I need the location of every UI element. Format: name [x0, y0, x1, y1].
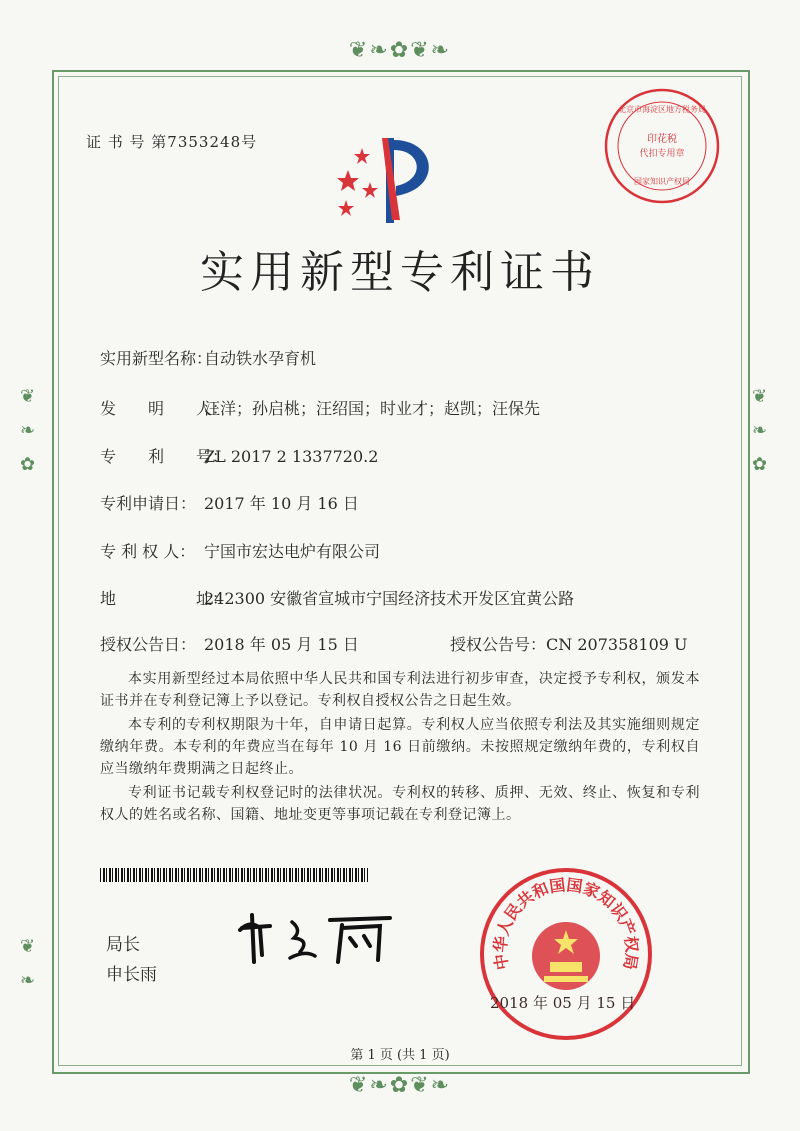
field-value: 2017 年 10 月 16 日: [204, 494, 359, 513]
field-patent-number: [100, 444, 378, 467]
left-lower-ornament: ❦ ❧: [20, 936, 38, 991]
certificate-title: 实用新型专利证书: [200, 247, 600, 298]
legal-paragraph-1: 本实用新型经过本局依照中华人民共和国专利法进行初步审查，决定授予专利权，颁发本证书并在专利登记簿上予以登记。专利权自授权公告之日起生效。: [100, 671, 700, 709]
bottom-floral-ornament: ❦❧✿❦❧: [348, 1073, 452, 1098]
issue-date: 2018 年 05 月 15 日: [490, 994, 636, 1012]
legal-paragraph-2: 本专利的专利权期限为十年，自申请日起算。专利权人应当依照专利法及其实施细则规定缴纳年费。本专利的年费应当在每年 10 月 16 日前缴纳。未按照规定缴纳年费的，专利权自应当缴纳年费期满之日起终止。: [100, 717, 700, 777]
field-value: 汪洋；孙启桃；汪绍国；时业才；赵凯；汪保先: [204, 399, 541, 418]
field-grant-publication-number: [450, 632, 688, 655]
legal-paragraph-3: 专利证书记载专利权登记时的法律状况。专利权的转移、质押、无效、终止、恢复和专利权人的姓名或名称、国籍、地址变更等事项记载在专利登记簿上。: [100, 785, 700, 823]
field-label: 授权公告号：: [450, 635, 547, 654]
svg-text:印花税: 印花税: [647, 134, 677, 145]
field-label: 发 明 人：: [100, 399, 229, 418]
left-floral-ornament: ❦ ❧ ✿: [20, 386, 38, 475]
svg-text:北京市海淀区地方税务局: 北京市海淀区地方税务局: [618, 105, 706, 114]
director-name: 申长雨: [106, 965, 157, 985]
field-label: 专利申请日：: [100, 494, 197, 513]
patent-office-emblem-icon: [326, 128, 456, 228]
field-label: 专 利 号：: [100, 447, 229, 466]
director-signature: [230, 900, 400, 970]
field-label: 地 址：: [100, 589, 229, 608]
field-label: 专 利 权 人：: [100, 542, 196, 561]
right-floral-ornament: ❦ ❧ ✿: [752, 386, 770, 475]
field-filing-date: [100, 491, 359, 514]
field-value: 宁国市宏达电炉有限公司: [204, 542, 381, 561]
tax-stamp-seal: [602, 86, 722, 206]
svg-text:代扣专用章: 代扣专用章: [639, 149, 685, 159]
field-label: 实用新型名称：: [100, 349, 213, 368]
field-value: ZL 2017 2 1337720.2: [204, 447, 379, 466]
svg-text:国家知识产权局: 国家知识产权局: [634, 177, 690, 186]
svg-text:中华人民共和国国家知识产权局: 中华人民共和国国家知识产权局: [490, 875, 642, 972]
field-value: CN 207358109 U: [546, 635, 688, 654]
field-value: 自动铁水孕育机: [204, 349, 317, 368]
field-address: [100, 586, 574, 609]
official-seal-national-ip-administration: [478, 866, 654, 1042]
top-floral-ornament: ❦❧✿❦❧: [348, 38, 452, 63]
field-label: 授权公告日：: [100, 635, 197, 654]
field-grant-date: [100, 632, 359, 655]
director-title: 局长: [106, 935, 140, 955]
certificate-number: 证 书 号 第7353248号: [86, 133, 258, 151]
field-value: 2018 年 05 月 15 日: [204, 635, 359, 654]
field-value: 242300 安徽省宣城市宁国经济技术开发区宜黄公路: [204, 589, 575, 608]
field-utility-model-name: [100, 346, 316, 369]
barcode: [100, 868, 368, 882]
field-inventors: [100, 396, 540, 419]
field-patentee: [100, 539, 380, 562]
page-number: 第 1 页 (共 1 页): [350, 1048, 450, 1063]
